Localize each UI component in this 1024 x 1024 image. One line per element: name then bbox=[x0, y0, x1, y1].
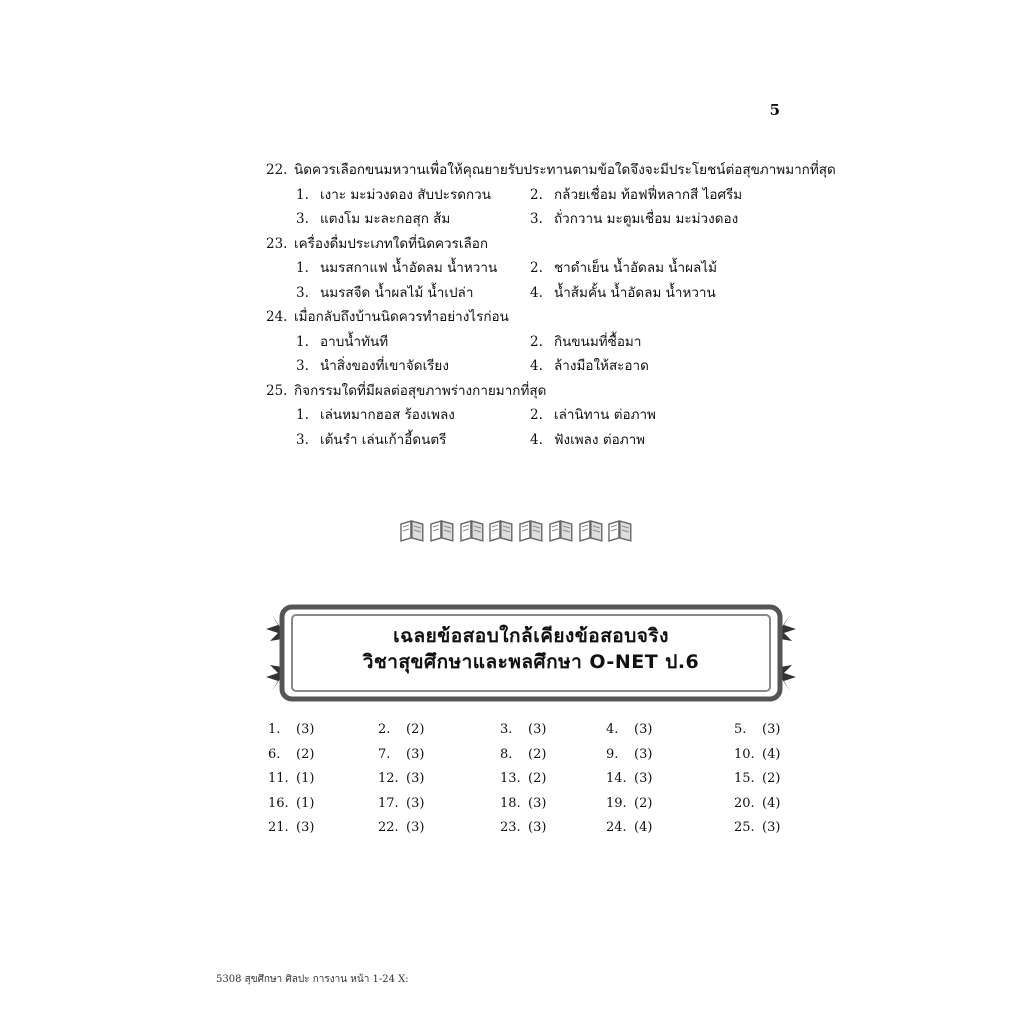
answer-number: 2. bbox=[378, 722, 391, 737]
page-footer: 5308 สุขศึกษา ศิลปะ การงาน หน้า 1-24 X: bbox=[216, 974, 409, 985]
option-number: 2. bbox=[530, 333, 543, 350]
answer-option bbox=[296, 258, 497, 278]
answer-option bbox=[296, 332, 388, 352]
answer-row bbox=[268, 769, 788, 794]
option-row bbox=[266, 283, 786, 308]
option-number: 2. bbox=[530, 407, 543, 423]
banner-title-line2: วิชาสุขศึกษาและพลศึกษา O-NET ป.6 bbox=[362, 651, 700, 673]
answer-entry bbox=[606, 794, 652, 814]
option-number: 4. bbox=[530, 284, 543, 301]
question-text: เครื่องดื่มประเภทใดที่นิดควรเลือก bbox=[294, 235, 489, 252]
answer-key-banner bbox=[262, 601, 800, 705]
answer-option bbox=[530, 209, 738, 229]
answer-number: 12. bbox=[378, 771, 399, 786]
answer-choice: (2) bbox=[406, 722, 425, 737]
question-number: 22. bbox=[266, 162, 288, 178]
answer-entry bbox=[378, 745, 424, 765]
answer-number: 14. bbox=[606, 771, 627, 786]
answer-number: 15. bbox=[734, 771, 755, 786]
answer-entry bbox=[268, 794, 314, 814]
answer-row bbox=[268, 794, 788, 819]
answer-number: 13. bbox=[500, 771, 521, 786]
answer-option bbox=[530, 405, 656, 425]
option-number: 3. bbox=[296, 284, 309, 301]
answer-choice: (4) bbox=[762, 795, 781, 811]
answer-option bbox=[530, 430, 645, 450]
answer-choice: (3) bbox=[634, 771, 653, 786]
answer-entry bbox=[268, 818, 314, 838]
answer-row bbox=[268, 720, 788, 745]
answer-choice: (3) bbox=[296, 820, 315, 835]
answer-choice: (3) bbox=[406, 795, 425, 811]
option-text: นมรสจืด น้ำผลไม้ น้ำเปล่า bbox=[320, 284, 474, 301]
book-icon bbox=[517, 516, 545, 544]
page-number: 5 bbox=[769, 101, 780, 119]
answer-option bbox=[296, 209, 450, 229]
banner-title-line1: เฉลยข้อสอบใกล้เคียงข้อสอบจริง bbox=[393, 625, 669, 647]
question-stem-row bbox=[266, 234, 786, 259]
answer-entry bbox=[378, 818, 424, 838]
answer-number: 22. bbox=[378, 820, 399, 835]
answer-choice: (1) bbox=[296, 795, 315, 811]
answer-option bbox=[530, 258, 717, 278]
answer-grid bbox=[268, 720, 788, 843]
answer-option bbox=[296, 185, 491, 205]
answer-choice: (2) bbox=[634, 795, 653, 811]
answer-number: 7. bbox=[378, 746, 391, 762]
answer-number: 20. bbox=[734, 795, 755, 811]
answer-number: 9. bbox=[606, 746, 619, 762]
answer-entry bbox=[606, 818, 652, 838]
answer-entry bbox=[500, 745, 546, 765]
answer-option bbox=[296, 405, 455, 425]
answer-entry bbox=[606, 720, 652, 740]
question-stem bbox=[266, 160, 836, 180]
book-icon bbox=[606, 516, 634, 544]
option-number: 3. bbox=[296, 431, 309, 448]
book-ornament-row bbox=[398, 516, 634, 546]
question-stem-row bbox=[266, 381, 786, 406]
option-row bbox=[266, 185, 786, 210]
option-number: 4. bbox=[530, 358, 543, 374]
option-row bbox=[266, 332, 786, 357]
option-number: 3. bbox=[296, 358, 309, 374]
answer-entry bbox=[606, 745, 652, 765]
answer-entry bbox=[500, 720, 546, 740]
question-text: เมื่อกลับถึงบ้านนิดควรทำอย่างไรก่อน bbox=[294, 309, 509, 325]
answer-number: 11. bbox=[268, 771, 289, 786]
option-number: 1. bbox=[296, 260, 309, 276]
answer-option bbox=[530, 185, 742, 205]
answer-number: 8. bbox=[500, 746, 513, 762]
option-number: 3. bbox=[530, 211, 543, 227]
answer-number: 19. bbox=[606, 795, 627, 811]
option-number: 1. bbox=[296, 186, 309, 203]
answer-choice: (3) bbox=[762, 820, 781, 835]
option-row bbox=[266, 356, 786, 381]
option-text: กินขนมที่ซื้อมา bbox=[554, 333, 642, 350]
answer-number: 5. bbox=[734, 722, 747, 737]
answer-choice: (3) bbox=[296, 722, 315, 737]
answer-number: 17. bbox=[378, 795, 399, 811]
option-text: นำสิ่งของที่เขาจัดเรียง bbox=[320, 358, 449, 374]
answer-entry bbox=[734, 794, 780, 814]
answer-option bbox=[530, 356, 649, 376]
answer-number: 23. bbox=[500, 820, 521, 835]
question-list bbox=[266, 160, 836, 454]
answer-option bbox=[296, 283, 473, 303]
answer-entry bbox=[378, 769, 424, 789]
option-text: ถั่วกวาน มะตูมเชื่อม มะม่วงดอง bbox=[554, 211, 739, 227]
question-number: 23. bbox=[266, 235, 288, 252]
answer-entry bbox=[500, 818, 546, 838]
answer-number: 25. bbox=[734, 820, 755, 835]
option-text: ล้างมือให้สะอาด bbox=[554, 358, 649, 374]
answer-entry bbox=[734, 745, 780, 765]
option-text: นมรสกาแฟ น้ำอัดลม น้ำหวาน bbox=[320, 260, 498, 276]
answer-number: 21. bbox=[268, 820, 289, 835]
question-number: 25. bbox=[266, 382, 288, 399]
answer-choice: (3) bbox=[634, 746, 653, 762]
option-number: 4. bbox=[530, 431, 543, 448]
option-number: 1. bbox=[296, 333, 309, 350]
book-icon bbox=[428, 516, 456, 544]
answer-entry bbox=[734, 818, 780, 838]
option-text: เล่านิทาน ต่อภาพ bbox=[554, 407, 656, 423]
answer-entry bbox=[500, 794, 546, 814]
answer-choice: (3) bbox=[528, 722, 547, 737]
book-icon bbox=[458, 516, 486, 544]
answer-entry bbox=[268, 769, 314, 789]
option-text: เงาะ มะม่วงดอง สับปะรดกวน bbox=[320, 186, 491, 203]
answer-number: 4. bbox=[606, 722, 619, 737]
book-icon bbox=[487, 516, 515, 544]
answer-choice: (4) bbox=[634, 820, 653, 835]
answer-number: 24. bbox=[606, 820, 627, 835]
book-icon bbox=[398, 516, 426, 544]
option-text: ฟังเพลง ต่อภาพ bbox=[554, 431, 646, 448]
option-text: ชาดำเย็น น้ำอัดลม น้ำผลไม้ bbox=[554, 260, 717, 276]
answer-number: 16. bbox=[268, 795, 289, 811]
option-number: 2. bbox=[530, 260, 543, 276]
answer-number: 3. bbox=[500, 722, 513, 737]
option-row bbox=[266, 258, 786, 283]
answer-choice: (2) bbox=[296, 746, 315, 762]
question-stem bbox=[266, 381, 546, 401]
option-text: น้ำส้มคั้น น้ำอัดลม น้ำหวาน bbox=[554, 284, 716, 301]
option-row bbox=[266, 405, 786, 430]
answer-entry bbox=[500, 769, 546, 789]
answer-choice: (3) bbox=[406, 746, 425, 762]
answer-option bbox=[530, 283, 716, 303]
answer-choice: (3) bbox=[528, 795, 547, 811]
question-stem-row bbox=[266, 307, 786, 332]
answer-entry bbox=[734, 769, 780, 789]
answer-choice: (3) bbox=[762, 722, 781, 737]
answer-number: 10. bbox=[734, 746, 755, 762]
answer-choice: (2) bbox=[762, 771, 781, 786]
answer-entry bbox=[734, 720, 780, 740]
answer-entry bbox=[268, 745, 314, 765]
option-text: เต้นรำ เล่นเก้าอี้ดนตรี bbox=[320, 431, 447, 448]
option-row bbox=[266, 209, 786, 234]
book-icon bbox=[577, 516, 605, 544]
answer-number: 6. bbox=[268, 746, 281, 762]
answer-choice: (2) bbox=[528, 771, 547, 786]
option-text: แตงโม มะละกอสุก ส้ม bbox=[320, 211, 451, 227]
answer-choice: (4) bbox=[762, 746, 781, 762]
answer-option bbox=[296, 356, 449, 376]
option-text: กล้วยเชื่อม ท้อฟฟี่หลากสี ไอศรีม bbox=[554, 186, 743, 203]
option-number: 1. bbox=[296, 407, 309, 423]
answer-choice: (3) bbox=[634, 722, 653, 737]
option-number: 3. bbox=[296, 211, 309, 227]
answer-number: 18. bbox=[500, 795, 521, 811]
option-number: 2. bbox=[530, 186, 543, 203]
option-text: อาบน้ำทันที bbox=[320, 333, 389, 350]
question-number: 24. bbox=[266, 309, 288, 325]
answer-option bbox=[530, 332, 641, 352]
question-text: กิจกรรมใดที่มีผลต่อสุขภาพร่างกายมากที่สุด bbox=[294, 382, 547, 399]
answer-row bbox=[268, 818, 788, 843]
answer-entry bbox=[606, 769, 652, 789]
answer-choice: (3) bbox=[406, 771, 425, 786]
answer-entry bbox=[378, 794, 424, 814]
answer-choice: (2) bbox=[528, 746, 547, 762]
answer-choice: (1) bbox=[296, 771, 315, 786]
answer-number: 1. bbox=[268, 722, 281, 737]
question-stem bbox=[266, 307, 509, 327]
answer-entry bbox=[378, 720, 424, 740]
question-stem-row bbox=[266, 160, 836, 185]
answer-choice: (3) bbox=[528, 820, 547, 835]
answer-entry bbox=[268, 720, 314, 740]
option-text: เล่นหมากฮอส ร้องเพลง bbox=[320, 407, 455, 423]
question-stem bbox=[266, 234, 488, 254]
answer-row bbox=[268, 745, 788, 770]
answer-choice: (3) bbox=[406, 820, 425, 835]
option-row bbox=[266, 430, 786, 455]
book-icon bbox=[547, 516, 575, 544]
answer-option bbox=[296, 430, 446, 450]
question-text: นิดควรเลือกขนมหวานเพื่อให้คุณยายรับประทานตามข้อใดจึงจะมีประโยชน์ต่อสุขภาพมากที่สุด bbox=[294, 162, 836, 178]
